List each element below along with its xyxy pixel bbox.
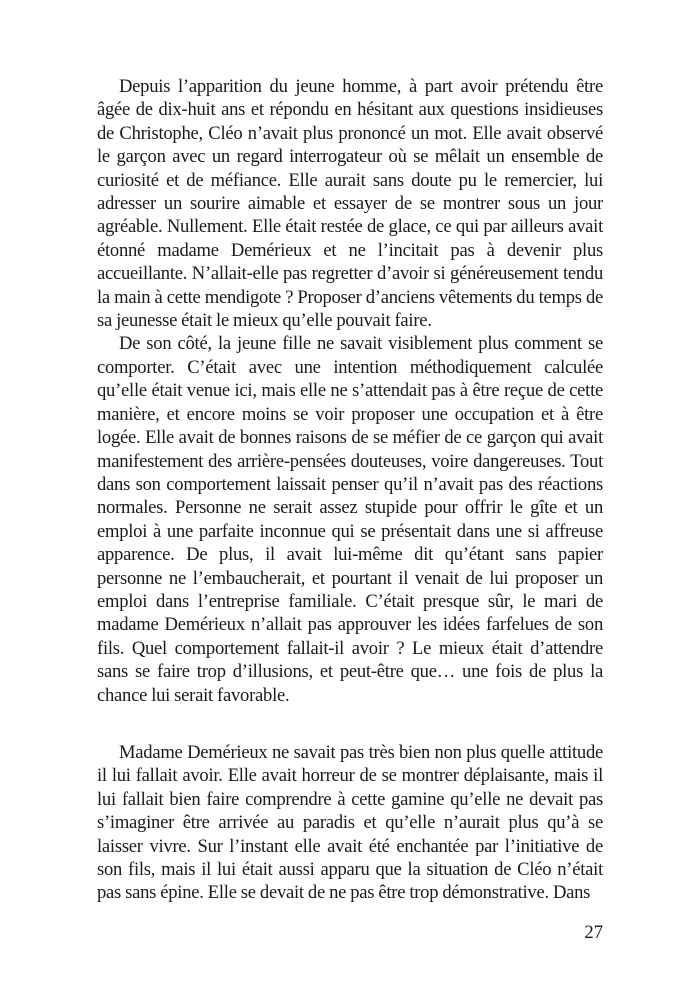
paragraph: Depuis l’apparition du jeune homme, à part avoir prétendu être âgée de dix-huit ans et répondu en hésitant aux questions insidieuses de Christophe, Cléo n’avait plus prononcé un mot. Elle avait observé le garçon avec un regard interrogateur où se mêlait un ensemble de curiosité et de méfiance. Elle aurait sans doute pu le remercier, lui adresser un sourire aimable et essayer de se montrer sous un jour agréable. Nullement. Elle était restée de glace, ce qui par ailleurs avait étonné madame Demérieux et ne l’incitait pas à devenir plus accueillante. N’allait-elle pas regretter d’avoir si généreusement tendu la main à cette mendigote ? Proposer d’anciens vêtements du temps de sa jeunesse était le mieux qu’elle pouvait faire. [97, 76, 603, 332]
paragraph: Madame Demérieux ne savait pas très bien non plus quelle attitude il lui fallait avoir. Elle avait horreur de se montrer déplaisante, mais il lui fallait bien faire comprendre à cette gamine qu’elle ne devait pas s’imaginer être arrivée au paradis et qu’elle n’aurait plus qu’à se laisser vivre. Sur l’instant elle avait été enchantée par l’initiative de son fils, mais il lui était aussi apparu que la situation de Cléo n’était pas sans épine. Elle se devait de ne pas être trop démonstrative. Dans [97, 741, 603, 904]
page-body-text [97, 75, 603, 905]
page-number: 27 [584, 921, 603, 943]
paragraph: De son côté, la jeune fille ne savait visiblement plus comment se comporter. C’était avec une intention méthodiquement calculée qu’elle était venue ici, mais elle ne s’attendait pas à être reçue de cette manière, et encore moins se voir proposer une occupation et à être logée. Elle avait de bonnes raisons de se méfier de ce garçon qui avait manifestement des arrière-pensées douteuses, voire dangereuses. Tout dans son comportement laissait penser qu’il n’avait pas des réactions normales. Personne ne serait assez stupide pour offrir le gîte et un emploi à une parfaite inconnue qui se présentait dans une si affreuse apparence. De plus, il avait lui-même dit qu’étant sans papier personne ne l’embaucherait, et pourtant il venait de lui proposer un emploi dans l’entreprise familiale. C’était presque sûr, le mari de madame Demérieux n’allait pas approuver les idées farfelues de son fils. Quel comportement fallait-il avoir ? Le mieux était d’attendre sans se faire trop d’illusions, et peut-être que… une fois de plus la chance lui serait favorable. [97, 333, 603, 706]
